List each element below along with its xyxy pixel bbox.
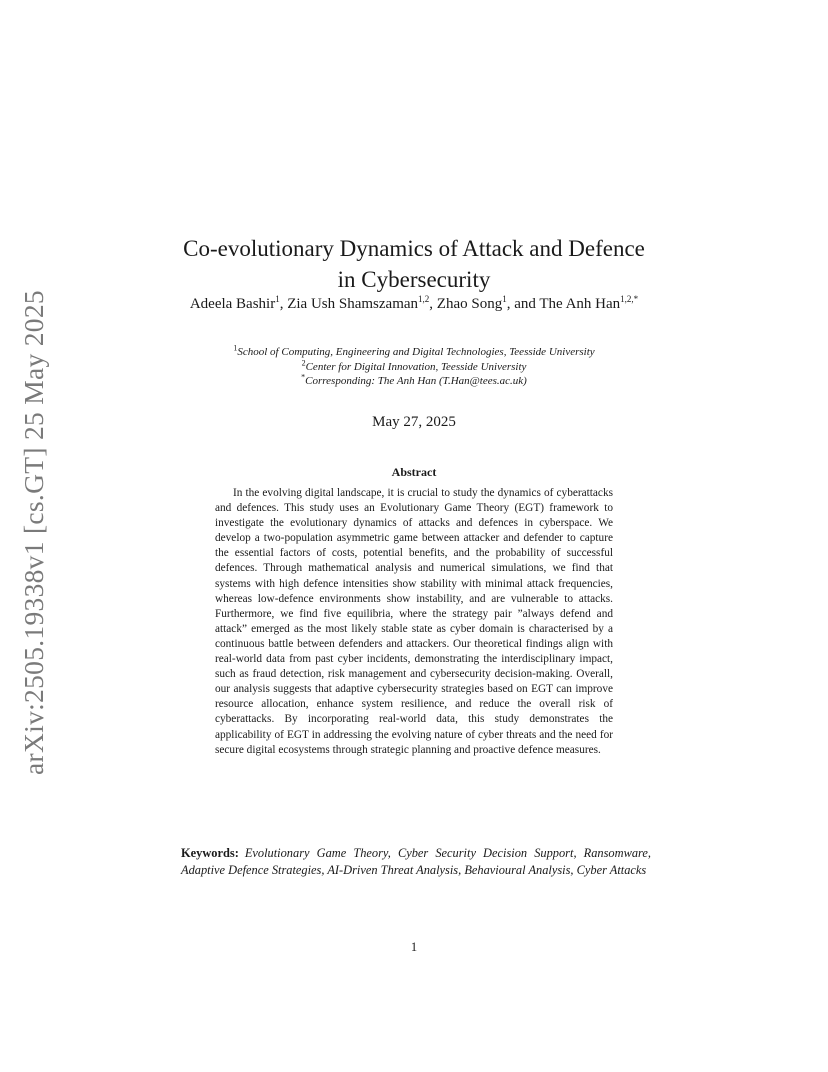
author-name: Adeela Bashir (189, 296, 276, 312)
affiliation-item (150, 357, 678, 375)
paper-title (150, 233, 678, 295)
author-affil-mark: 1 (275, 294, 280, 304)
abstract-heading: Abstract (391, 465, 437, 479)
affiliation-mark: * (301, 372, 306, 382)
author-affil-mark: 1,2,* (620, 294, 639, 304)
affiliation-text: Center for Digital Innovation, Teesside University (305, 360, 527, 373)
affiliation-text: School of Computing, Engineering and Digital Technologies, Teesside University (237, 346, 595, 358)
affiliation-mark: 1 (233, 343, 238, 353)
author-affil-mark: 1,2 (418, 294, 430, 304)
affiliation-mark: 2 (301, 357, 306, 367)
author-separator: , (279, 296, 288, 312)
author-name: The Anh Han (539, 296, 621, 312)
affiliation-item (150, 345, 678, 360)
keywords-label: Keywords: (181, 846, 239, 860)
keywords-list: Evolutionary Game Theory, Cyber Security Decision Support, Ransomware, Adaptive Defence Strategies, AI-Driven Threat Analysis, Behavioural Analysis, Cyber Attacks (181, 846, 651, 877)
author-name: Zhao Song (436, 296, 503, 312)
title-line-1: Co-evolutionary Dynamics of Attack and Defence (183, 236, 645, 262)
page-number: 1 (410, 940, 418, 954)
publication-date: May 27, 2025 (372, 414, 456, 430)
author-name: Zia Ush Shamszaman (287, 296, 419, 312)
arxiv-identifier-stamp: arXiv:2505.19338v1 [cs.GT] 25 May 2025 (18, 290, 49, 775)
keywords-section (181, 845, 651, 879)
affiliation-item (150, 374, 678, 389)
author-separator: , and (506, 296, 540, 312)
author-list (175, 295, 653, 314)
title-line-2: in Cybersecurity (337, 267, 491, 293)
abstract-text: In the evolving digital landscape, it is crucial to study the dynamics of cyberattacks and defences. This study uses an Evolutionary Game Theory (EGT) framework to investigate the evolutionary dynamics of attacks and defences in cyberspace. We develop a two-population asymmetric game between attacker and defender to capture the essential factors of costs, potential benefits, and the probability of successful defences. Through mathematical analysis and numerical simulations, we find that systems with high defence intensities show stability with minimal attack frequencies, whereas low-defence environments show instability, and are vulnerable to attacks. Furthermore, we find five equilibria, where the strategy pair ”always defend and attack” emerged as the most likely stable state as cyber domain is characterised by a continuous battle between defenders and attackers. Our theoretical findings align with real-world data from past cyber incidents, demonstrating the interdisciplinary impact, such as fraud detection, risk management and cybersecurity decision-making. Overall, our analysis suggests that adaptive cybersecurity strategies based on EGT can improve resource allocation, enhance system resilience, and reduce the overall risk of cyberattacks. By incorporating real-world data, this study demonstrates the applicability of EGT in addressing the evolving nature of cyber threats and the need for secure digital ecosystems through strategic planning and proactive defence measures. (215, 487, 613, 756)
author-affil-mark: 1 (502, 294, 507, 304)
affiliation-list (150, 345, 678, 389)
affiliation-text: Corresponding: The Anh Han (T.Han@tees.ac.uk) (305, 375, 527, 387)
author-separator: , (429, 296, 437, 312)
